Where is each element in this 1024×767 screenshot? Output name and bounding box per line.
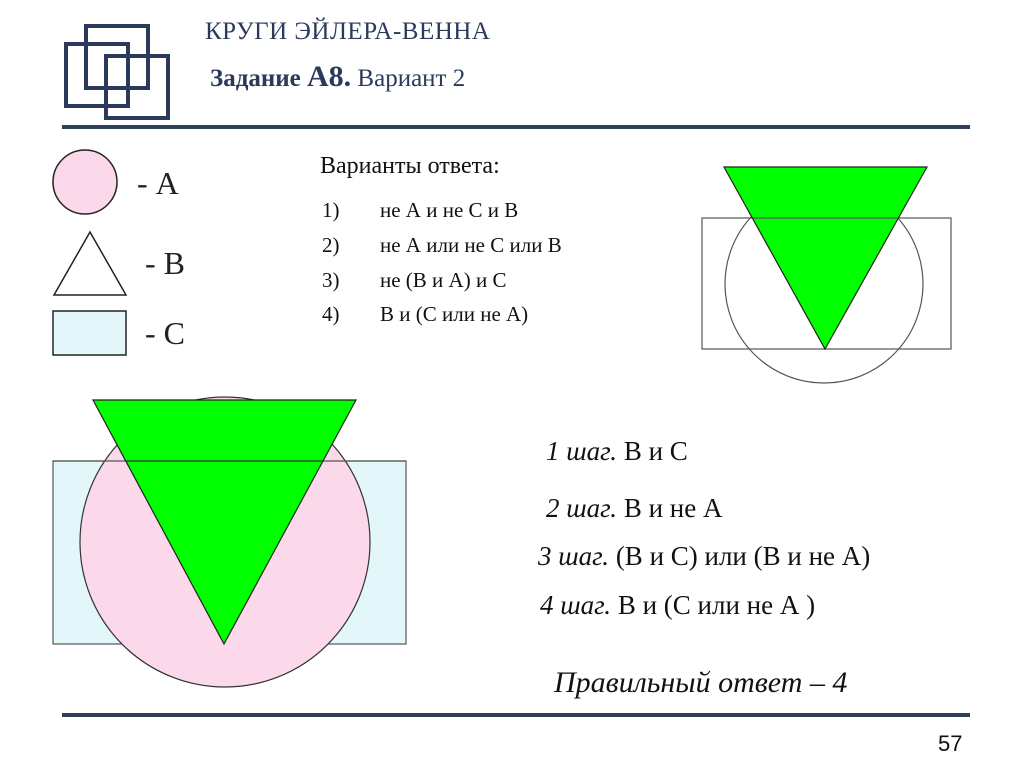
variant-label: Вариант 2 <box>357 65 466 92</box>
correct-answer: Правильный ответ – 4 <box>554 666 848 699</box>
options-title: Варианты ответа: <box>320 153 500 179</box>
task-subtitle <box>210 60 465 94</box>
page-title: КРУГИ ЭЙЛЕРА-ВЕННА <box>205 18 491 45</box>
step-4: 4 шаг. В и (С или не А ) <box>540 590 816 620</box>
legend-triangle-b-icon <box>50 228 130 300</box>
task-id: А8. <box>307 60 352 93</box>
venn-diagram-small <box>695 160 960 390</box>
legend-rectangle-c-icon <box>50 308 130 358</box>
option-item: 2) не А или не С или В <box>322 233 562 257</box>
logo-squares-icon <box>60 22 175 122</box>
step-3: 3 шаг. (В и С) или (В и не А) <box>538 541 871 571</box>
legend-circle-a-icon <box>50 148 120 218</box>
step-2: 2 шаг. В и не А <box>546 493 723 523</box>
option-item: 1) не А и не С и В <box>322 198 519 222</box>
option-item: 3) не (В и А) и С <box>322 268 507 292</box>
bottom-divider <box>62 713 970 717</box>
legend-label-c: - С <box>145 315 185 351</box>
step-1: 1 шаг. В и С <box>546 436 688 466</box>
top-divider <box>62 125 970 129</box>
legend-label-a: - А <box>137 165 179 201</box>
legend-label-b: - В <box>145 245 185 281</box>
option-item: 4) В и (С или не А) <box>322 302 529 326</box>
task-prefix: Задание <box>210 65 301 92</box>
venn-diagram-large <box>45 392 415 702</box>
page-number: 57 <box>938 731 963 756</box>
